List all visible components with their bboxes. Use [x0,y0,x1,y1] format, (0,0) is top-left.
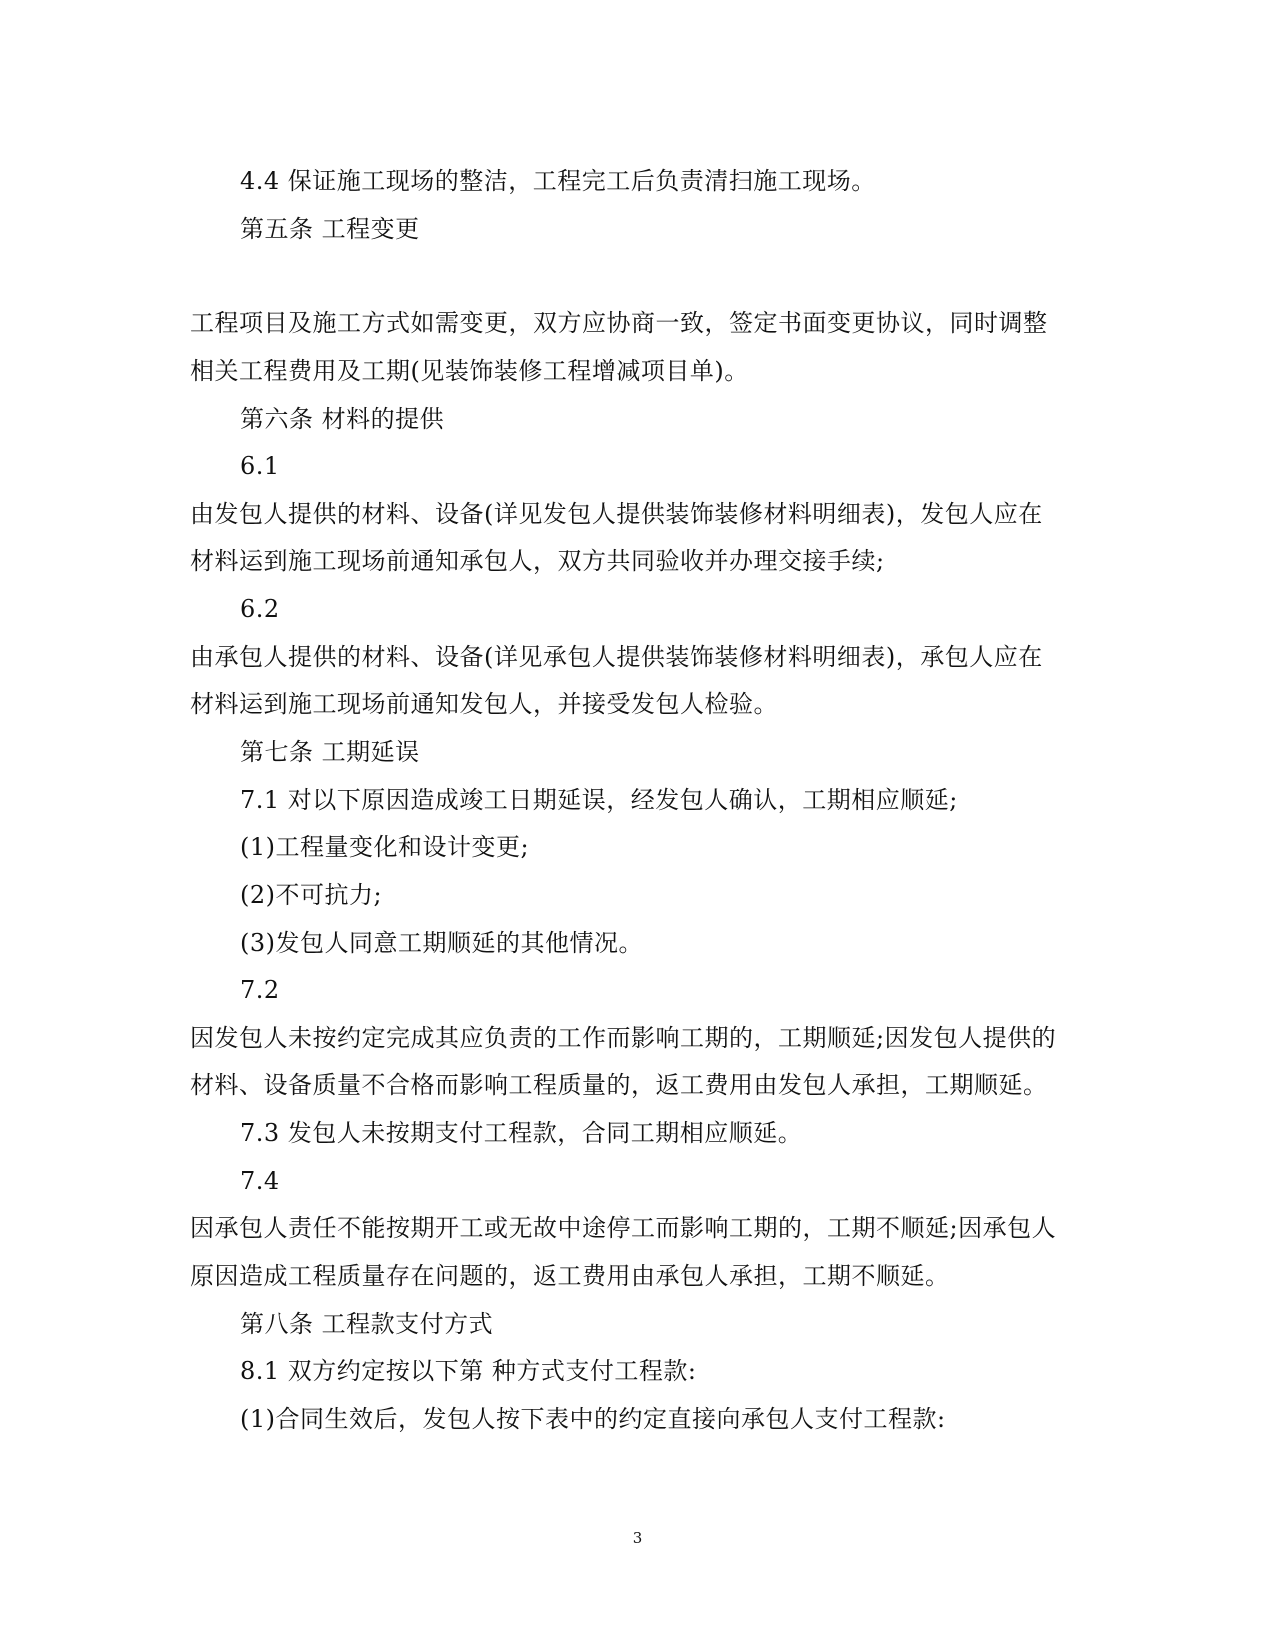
clause-7-1: 7.1 对以下原因造成竣工日期延误，经发包人确认，工期相应顺延; [240,786,958,814]
article-5-heading: 第五条 工程变更 [240,215,420,243]
clause-6-1-number: 6.1 [240,452,280,480]
clause-6-2-text-line2: 材料运到施工现场前通知发包人，并接受发包人检验。 [190,690,778,718]
clause-7-2-text-line2: 材料、设备质量不合格而影响工程质量的，返工费用由发包人承担，工期顺延。 [190,1071,1048,1099]
article-5-text-line1: 工程项目及施工方式如需变更，双方应协商一致，签定书面变更协议，同时调整 [190,309,1048,337]
clause-7-1-item-1: (1)工程量变化和设计变更; [240,833,530,861]
clause-6-1-text-line1: 由发包人提供的材料、设备(详见发包人提供装饰装修材料明细表)，发包人应在 [190,500,1043,528]
clause-7-1-item-3: (3)发包人同意工期顺延的其他情况。 [240,929,643,957]
clause-7-1-item-2: (2)不可抗力; [240,881,383,909]
article-6-heading: 第六条 材料的提供 [240,405,445,433]
clause-7-2-number: 7.2 [240,976,280,1004]
page-number: 3 [632,1529,643,1547]
clause-7-4-number: 7.4 [240,1167,280,1195]
clause-6-2-number: 6.2 [240,595,280,623]
article-5-text-line2: 相关工程费用及工期(见装饰装修工程增减项目单)。 [190,357,749,385]
article-8-heading: 第八条 工程款支付方式 [240,1310,494,1338]
clause-8-1-item-1: (1)合同生效后，发包人按下表中的约定直接向承包人支付工程款: [240,1405,946,1433]
clause-7-4-text-line1: 因承包人责任不能按期开工或无故中途停工而影响工期的，工期不顺延;因承包人 [190,1214,1057,1242]
clause-4-4: 4.4 保证施工现场的整洁，工程完工后负责清扫施工现场。 [240,167,876,195]
clause-6-1-text-line2: 材料运到施工现场前通知承包人，双方共同验收并办理交接手续; [190,547,885,575]
clause-8-1: 8.1 双方约定按以下第 种方式支付工程款: [240,1357,697,1385]
article-7-heading: 第七条 工期延误 [240,738,420,766]
clause-7-2-text-line1: 因发包人未按约定完成其应负责的工作而影响工期的，工期顺延;因发包人提供的 [190,1024,1057,1052]
clause-6-2-text-line1: 由承包人提供的材料、设备(详见承包人提供装饰装修材料明细表)，承包人应在 [190,643,1043,671]
clause-7-3: 7.3 发包人未按期支付工程款，合同工期相应顺延。 [240,1119,803,1147]
clause-7-4-text-line2: 原因造成工程质量存在问题的，返工费用由承包人承担，工期不顺延。 [190,1262,950,1290]
